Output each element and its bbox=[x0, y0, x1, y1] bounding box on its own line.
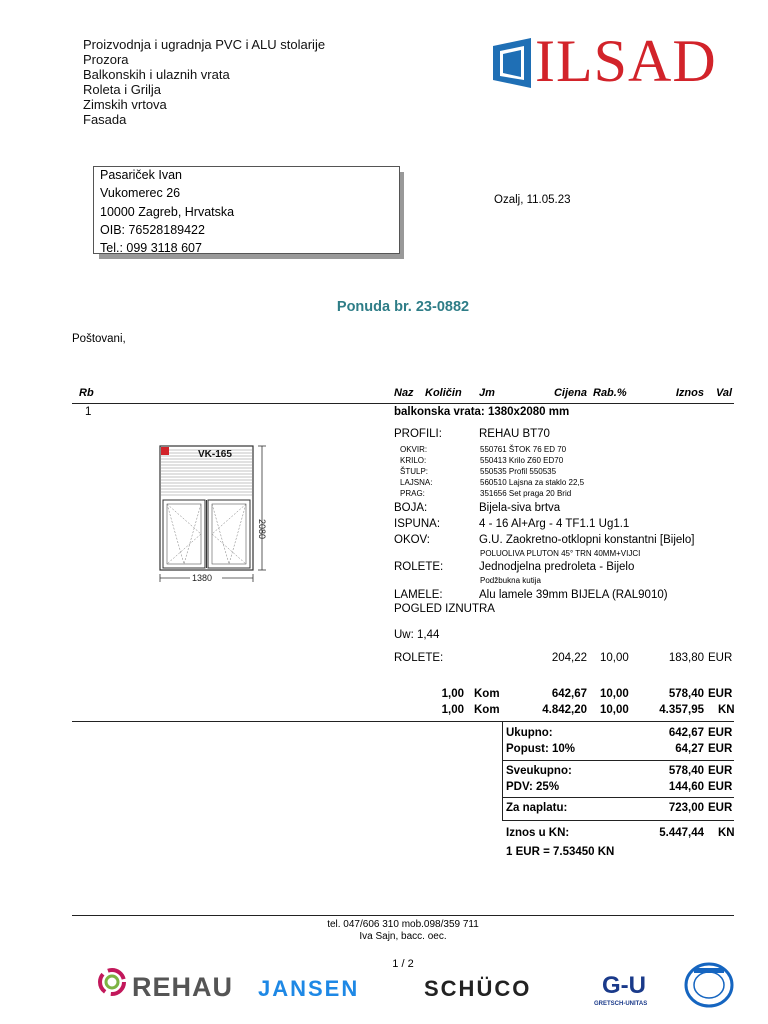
rolete-label: ROLETE: bbox=[394, 561, 444, 573]
uw-value: Uw: 1,44 bbox=[394, 629, 440, 641]
sveukupno-value: 578,40 bbox=[668, 765, 704, 777]
naplata-value: 723,00 bbox=[668, 802, 704, 814]
okvir-value: 550761 ŠTOK 76 ED 70 bbox=[480, 445, 567, 454]
rolete-price-val: EUR bbox=[708, 652, 733, 664]
header-jm: Jm bbox=[479, 387, 495, 399]
footer-signature: Iva Sajn, bacc. oec. bbox=[359, 931, 447, 942]
sveukupno-val: EUR bbox=[708, 765, 733, 777]
line-kn-kolicina: 1,00 bbox=[441, 704, 464, 716]
line-eur-kolicina: 1,00 bbox=[441, 688, 464, 700]
company-logo: ILSAD bbox=[535, 28, 717, 94]
sveukupno-label: Sveukupno: bbox=[506, 765, 572, 777]
window-logo-icon bbox=[491, 36, 535, 90]
stulp-value: 550535 Profil 550535 bbox=[480, 467, 557, 476]
recipient-street: Vukomerec 26 bbox=[100, 186, 181, 200]
iznos-kn-label: Iznos u KN: bbox=[506, 827, 570, 839]
prag-value: 351656 Set praga 20 Brid bbox=[480, 489, 572, 498]
recipient-name: Pasariček Ivan bbox=[100, 168, 182, 182]
brand-schuco: SCHÜCO bbox=[424, 976, 532, 1001]
rolete-note: Podžbukna kutija bbox=[480, 576, 541, 585]
header-rabat: Rab.% bbox=[593, 387, 627, 399]
boja-value: Bijela-siva brtva bbox=[479, 502, 561, 514]
ispuna-label: ISPUNA: bbox=[394, 518, 441, 530]
recipient-city: 10000 Zagreb, Hrvatska bbox=[100, 205, 235, 219]
popust-val: EUR bbox=[708, 743, 733, 755]
company-line: Balkonskih i ulaznih vrata bbox=[83, 67, 230, 82]
pdv-value: 144,60 bbox=[668, 781, 704, 793]
ukupno-value: 642,67 bbox=[668, 727, 704, 739]
recipient-oib: OIB: 76528189422 bbox=[100, 223, 205, 237]
company-services bbox=[83, 37, 325, 127]
krilo-value: 550413 Krilo Z60 ED70 bbox=[480, 456, 564, 465]
door-height-label: 2080 bbox=[257, 519, 267, 540]
rehau-icon bbox=[96, 966, 128, 998]
profili-value: REHAU BT70 bbox=[479, 428, 550, 440]
line-kn-iznos: 4.357,95 bbox=[659, 704, 704, 716]
popust-value: 64,27 bbox=[675, 743, 704, 755]
items-end-rule bbox=[72, 721, 734, 722]
header-iznos: Iznos bbox=[675, 387, 704, 399]
exchange-rate: 1 EUR = 7.53450 KN bbox=[506, 846, 615, 858]
naplata-val: EUR bbox=[708, 802, 733, 814]
brand-gu: G-U bbox=[602, 972, 646, 999]
page-number: 1 / 2 bbox=[392, 958, 414, 970]
item-rb: 1 bbox=[85, 406, 92, 418]
ispuna-value: 4 - 16 Al+Arg - 4 TF1.1 Ug1.1 bbox=[479, 518, 630, 530]
company-line: Proizvodnja i ugradnja PVC i ALU stolarije bbox=[83, 37, 326, 52]
pogled: POGLED IZNUTRA bbox=[394, 603, 495, 615]
place-date: Ozalj, 11.05.23 bbox=[494, 194, 571, 206]
company-line: Roleta i Grilja bbox=[83, 82, 162, 97]
rolete-price-label: ROLETE: bbox=[394, 652, 444, 664]
door-drawing bbox=[150, 444, 275, 584]
totals-rule-1 bbox=[502, 760, 734, 761]
iznos-kn-val: KN bbox=[718, 827, 735, 839]
totals-left-rule bbox=[502, 721, 503, 821]
company-line: Zimskih vrtova bbox=[83, 97, 167, 112]
recipient-address-box bbox=[93, 166, 400, 254]
brand-rehau: REHAU bbox=[132, 972, 234, 1002]
totals-rule-2 bbox=[502, 797, 734, 798]
footer-rule bbox=[72, 915, 734, 916]
rolete-price-iznos: 183,80 bbox=[668, 652, 704, 664]
pdv-label: PDV: 25% bbox=[506, 781, 560, 793]
lamele-label: LAMELE: bbox=[394, 589, 443, 601]
header-rb: Rb bbox=[79, 387, 94, 399]
okvir-label: OKVIR: bbox=[400, 445, 428, 454]
stulp-label: ŠTULP: bbox=[400, 467, 429, 476]
popust-label: Popust: 10% bbox=[506, 743, 576, 755]
line-kn-rabat: 10,00 bbox=[600, 704, 629, 716]
profili-label: PROFILI: bbox=[394, 428, 442, 440]
krilo-label: KRILO: bbox=[400, 456, 427, 465]
brand-gu-sub: GRETSCH-UNITAS bbox=[594, 1001, 648, 1007]
header-val: Val bbox=[716, 387, 733, 399]
line-kn-val: KN bbox=[718, 704, 735, 716]
header-cijena: Cijena bbox=[553, 387, 587, 399]
rolete-price-rabat: 10,00 bbox=[600, 652, 629, 664]
recipient-tel: Tel.: 099 3118 607 bbox=[100, 241, 202, 255]
okov-value: G.U. Zaokretno-otklopni konstantni [Bijelo] bbox=[479, 534, 695, 546]
totals-rule-3 bbox=[502, 820, 734, 821]
header-kolicina: Količin bbox=[425, 387, 462, 399]
boja-label: BOJA: bbox=[394, 502, 428, 514]
pdv-val: EUR bbox=[708, 781, 733, 793]
lajsna-label: LAJSNA: bbox=[400, 478, 433, 487]
company-line: Fasada bbox=[83, 112, 127, 127]
table-header-rule bbox=[72, 403, 734, 404]
ukupno-label: Ukupno: bbox=[506, 727, 553, 739]
line-eur-cijena: 642,67 bbox=[551, 688, 587, 700]
line-eur-rabat: 10,00 bbox=[600, 688, 629, 700]
okov-note: POLUOLIVA PLUTON 45° TRN 40MM+VIJCI bbox=[480, 549, 641, 558]
ukupno-val: EUR bbox=[708, 727, 733, 739]
header-naz: Naz bbox=[394, 387, 414, 399]
iznos-kn-value: 5.447,44 bbox=[659, 827, 704, 839]
line-eur-iznos: 578,40 bbox=[668, 688, 704, 700]
line-kn-jm: Kom bbox=[474, 704, 500, 716]
line-eur-jm: Kom bbox=[474, 688, 500, 700]
brand-jansen: JANSEN bbox=[258, 976, 360, 1001]
item-title: balkonska vrata: 1380x2080 mm bbox=[394, 406, 570, 418]
footer-contact: tel. 047/606 310 mob.098/359 711 bbox=[327, 919, 479, 930]
offer-title: Ponuda br. 23-0882 bbox=[336, 299, 470, 315]
okov-label: OKOV: bbox=[394, 534, 430, 546]
rolete-price-cijena: 204,22 bbox=[551, 652, 587, 664]
prag-label: PRAG: bbox=[400, 489, 425, 498]
door-tag: VK-165 bbox=[198, 449, 232, 460]
line-eur-val: EUR bbox=[708, 688, 733, 700]
rolete-value: Jednodjelna predroleta - Bijelo bbox=[479, 561, 635, 573]
lamele-value: Alu lamele 39mm BIJELA (RAL9010) bbox=[479, 589, 668, 601]
line-kn-cijena: 4.842,20 bbox=[542, 704, 587, 716]
greeting: Poštovani, bbox=[72, 333, 126, 345]
certificate-seal-icon bbox=[684, 962, 734, 1008]
naplata-label: Za naplatu: bbox=[506, 802, 568, 814]
company-line: Prozora bbox=[83, 52, 129, 67]
door-width-label: 1380 bbox=[192, 573, 213, 583]
lajsna-value: 560510 Lajsna za staklo 22,5 bbox=[480, 478, 585, 487]
